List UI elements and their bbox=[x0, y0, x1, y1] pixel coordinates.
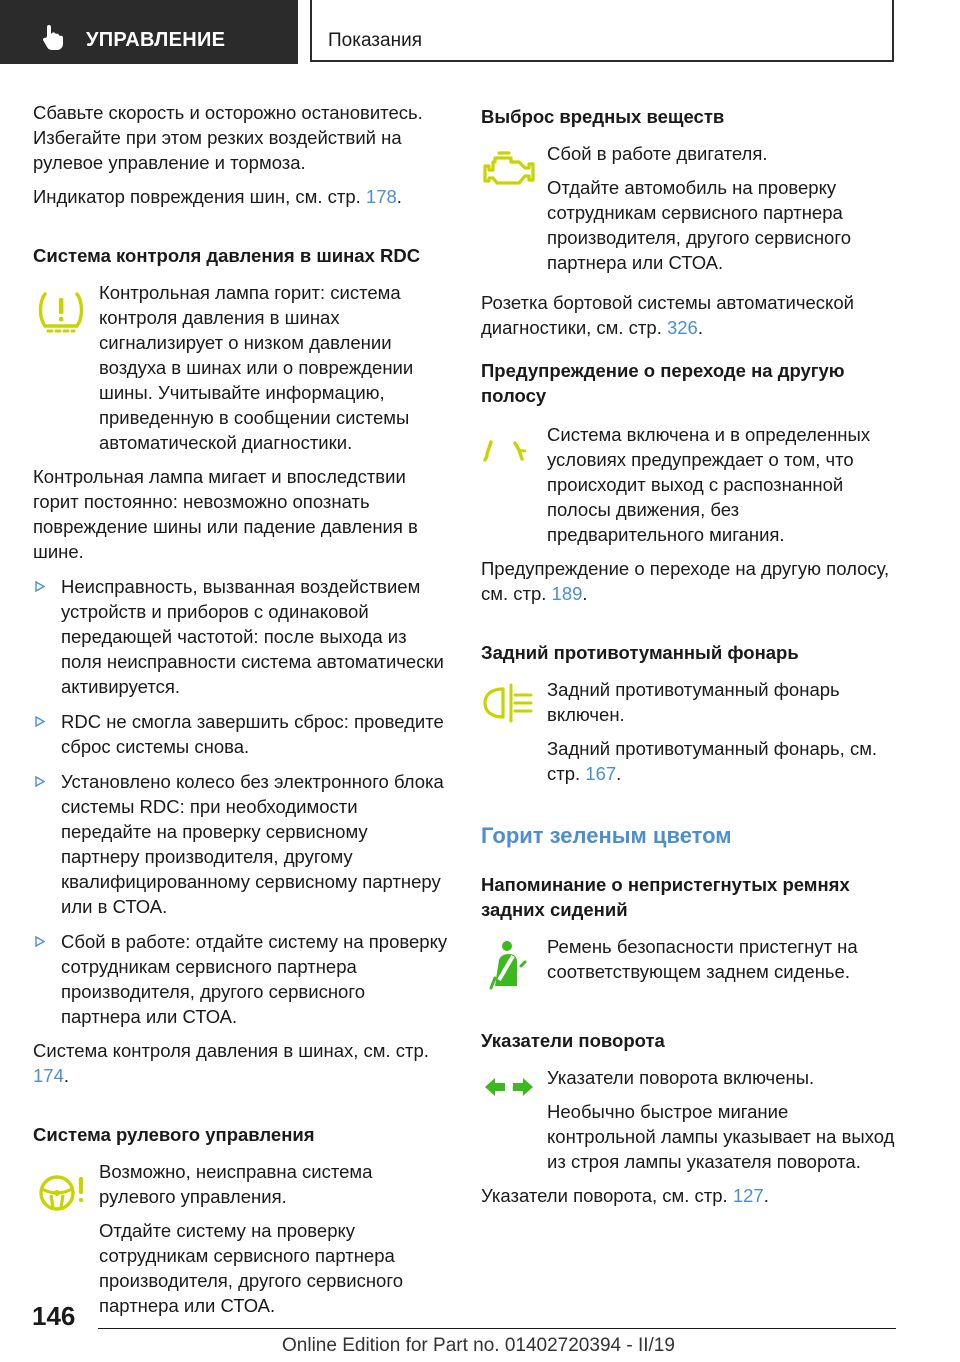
emission-paragraph: Сбой в работе двигателя. bbox=[547, 143, 768, 164]
section-heading: Предупреждение о переходе на другую полосу bbox=[481, 360, 845, 406]
turn-paragraph: Необычно быстрое мигание контрольной лампы указывает на выход из строя лампы указателя поворота. bbox=[547, 1101, 895, 1172]
emission-block bbox=[481, 141, 901, 275]
hand-pointer-icon bbox=[38, 22, 68, 52]
page-link[interactable]: 189 bbox=[551, 583, 583, 604]
left-column bbox=[33, 100, 448, 1318]
bullet-triangle-icon bbox=[35, 936, 45, 947]
steering-paragraph: Отдайте систему на проверку сотрудникам сервисного партнера производителя, другого сервисного партнера или СТОА. bbox=[99, 1220, 403, 1316]
section-heading: Система рулевого управления bbox=[33, 1124, 315, 1145]
list-item: RDC не смогла завершить сброс: проведите сброс системы снова. bbox=[33, 709, 448, 759]
footer-divider bbox=[98, 1328, 896, 1329]
right-column bbox=[481, 100, 901, 1208]
turn-block bbox=[481, 1065, 901, 1174]
belt-block bbox=[481, 934, 901, 984]
fog-paragraph: Задний противотуманный фонарь включен. bbox=[547, 679, 840, 725]
section-heading: Указатели поворота bbox=[481, 1030, 665, 1051]
lane-block bbox=[481, 422, 901, 547]
paragraph-ref: Индикатор повреждения шин, см. стр. 178. bbox=[33, 186, 402, 207]
steering-warning-icon bbox=[33, 1165, 89, 1221]
list-item: Сбой в работе: отдайте систему на проверку сотрудникам сервисного партнера производителя, другого сервисного партнера или СТОА. bbox=[33, 929, 448, 1029]
section-heading-blue: Горит зеленым цветом bbox=[481, 823, 732, 848]
seat-belt-icon bbox=[481, 936, 537, 992]
list-item: Установлено колесо без электронного блока системы RDC: при необходимости передайте на проверку сервисному партнеру производителя, другому квалифицированному сервисному партнеру или в СТОА. bbox=[33, 769, 448, 919]
page-link[interactable]: 174 bbox=[33, 1065, 64, 1086]
section-heading: Выброс вредных веществ bbox=[481, 106, 725, 127]
page-header bbox=[0, 0, 960, 66]
paragraph: Сбавьте скорость и осторожно остановитесь. Избегайте при этом резких воздействий на рулевое управление и тормоза. bbox=[33, 102, 423, 173]
steering-paragraph: Возможно, неисправна система рулевого управления. bbox=[99, 1161, 373, 1207]
bullet-triangle-icon bbox=[35, 581, 45, 592]
bullet-triangle-icon bbox=[35, 776, 45, 787]
fog-paragraph-ref: Задний противотуманный фонарь, см. стр. 167. bbox=[547, 738, 878, 784]
page-number: 146 bbox=[32, 1301, 76, 1331]
turn-signal-icon bbox=[481, 1065, 537, 1121]
subsection-title: Показания bbox=[328, 30, 422, 51]
turn-paragraph: Указатели поворота включены. bbox=[547, 1067, 815, 1088]
edition-note: Online Edition for Part no. 01402720394 - II/19 bbox=[282, 1335, 675, 1356]
section-title: УПРАВЛЕНИЕ bbox=[86, 29, 226, 51]
belt-paragraph: Ремень безопасности пристегнут на соответствующем заднем сиденье. bbox=[547, 936, 858, 982]
section-tab[interactable] bbox=[0, 0, 298, 64]
page-link[interactable]: 178 bbox=[365, 186, 397, 207]
fog-block bbox=[481, 677, 901, 786]
list-item: Неисправность, вызванная воздействием устройств и приборов с одинаковой передающей частотой: после выхода из поля неисправности система автоматически активируется. bbox=[33, 574, 448, 699]
section-heading: Задний противотуманный фонарь bbox=[481, 642, 799, 663]
rear-fog-light-icon bbox=[481, 677, 537, 733]
paragraph-ref: Система контроля давления в шинах, см. стр. 174. bbox=[33, 1040, 429, 1086]
lane-paragraph: Система включена и в определенных условиях предупреждает о том, что происходит выход с распознанной полосы движения, без предварительного мигания. bbox=[547, 424, 871, 545]
check-engine-icon bbox=[481, 141, 537, 197]
page-link[interactable]: 326 bbox=[666, 317, 698, 338]
paragraph-ref: Предупреждение о переходе на другую полосу, см. стр. 189. bbox=[481, 558, 890, 604]
page-link[interactable]: 167 bbox=[585, 763, 617, 784]
rdc-paragraph: Контрольная лампа горит: система контроля давления в шинах сигнализирует о низком давлении воздуха в шинах или о повреждении шины. Учитывайте информацию, приведенную в сообщении системы автоматической диагностики. bbox=[99, 282, 414, 453]
emission-paragraph: Отдайте автомобиль на проверку сотрудникам сервисного партнера производителя, другого сервисного партнера или СТОА. bbox=[547, 177, 851, 273]
paragraph-ref: Розетка бортовой системы автоматической диагностики, см. стр. 326. bbox=[481, 292, 854, 338]
section-heading: Система контроля давления в шинах RDC bbox=[33, 245, 421, 266]
page-link[interactable]: 127 bbox=[732, 1185, 764, 1206]
rdc-block bbox=[33, 280, 448, 455]
lane-departure-icon bbox=[481, 430, 537, 486]
bullet-triangle-icon bbox=[35, 716, 45, 727]
paragraph-ref: Указатели поворота, см. стр. 127. bbox=[481, 1185, 769, 1206]
page-footer bbox=[0, 1295, 960, 1362]
tire-pressure-warning-icon bbox=[33, 284, 89, 340]
subsection-tab[interactable] bbox=[310, 0, 894, 62]
section-heading: Напоминание о непристегнутых ремнях задних сидений bbox=[481, 874, 850, 920]
paragraph: Контрольная лампа мигает и впоследствии горит постоянно: невозможно опознать повреждение шины или падение давления в шине. bbox=[33, 466, 418, 562]
